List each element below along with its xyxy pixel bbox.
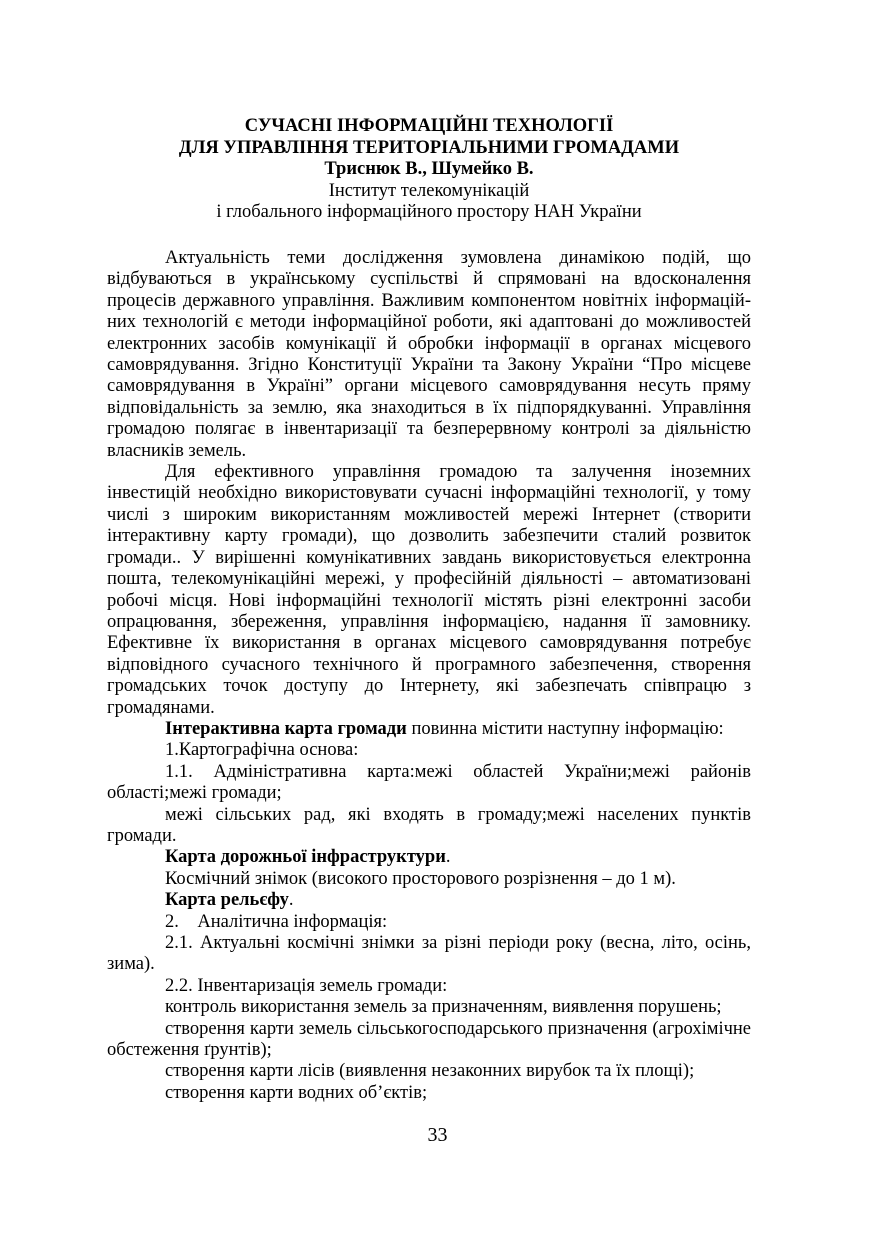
list-item-admin-map: 1.1. Адміністративна карта:межі областей України;межі районів області;межі громади; — [107, 761, 751, 804]
list-item-seasonal-images: 2.1. Актуальні космічні знімки за різні періоди року (весна, літо, осінь, зима). — [107, 933, 751, 975]
institution-line-2: і глобального інформаційного простору НАН України — [216, 202, 642, 222]
institution-line-1: Інститут телекомунікацій — [328, 180, 530, 201]
punctuation: . — [288, 890, 294, 911]
list-item-council-borders: межі сільських рад, які входять в громаду;межі населених пунктів громади. — [107, 804, 751, 846]
list-item-cartographic-basis: 1.Картографічна основа: — [165, 740, 359, 761]
list-item-agricultural-map: створення карти земель сільськогосподарського призначення (агрохімічне обстеження ґрунтів); — [107, 1018, 751, 1061]
paragraph-technologies: Для ефективного управління громадою та залучення іноземних інвестицій необхідно використовувати сучасні інформаційні технології, у тому числі з широким використанням можливостей мережі Інтернет (створити інтерактивну карту громади), що дозволить забезпечити сталий розвиток громади.. У вирішенні комунікативних завдань використовується електронна пошта, телекомунікаційні мережі, у професійній діяльності – автоматизовані робочі місця. Нові інформаційні технології містять різні електронні засоби опрацювання, збереження, управління інформацією, надання її замовнику. Ефективне їх використання в органах місцевого самоврядування потребує відповідного сучасного технічного й програмного забезпечення, створення громадських точок доступу до Інтернету, які забезпечать співпрацю з громадянами. — [107, 462, 751, 718]
paragraph-intro: Актуальність теми дослідження зумовлена динамікою подій, що відбуваються в українському суспільстві й спрямовані на вдосконалення процесів державного управління. Важливим компонентом новітніх інформацій-них технологій є методи інформаційної роботи, які адаптовані до можливостей електронних засобів комунікації й обробки інформації в органах місцевого самоврядування. Згідно Конституції України та Закону України “Про місцеве самоврядування в Україні” органи місцевого самоврядування несуть пряму відповідальність за землю, яка знаходиться в їх підпорядкуванні. Управління громадою полягає в інвентаризації та безперервному контролі за діяльністю власників земель. — [107, 248, 751, 461]
title-line-2: ДЛЯ УПРАВЛІННЯ ТЕРИТОРІАЛЬНИМИ ГРОМАДАМИ — [178, 137, 680, 158]
paragraph-map-intro-text: повинна містити наступну інформацію: — [406, 718, 724, 739]
list-item-land-use-control: контроль використання земель за призначенням, виявлення порушень; — [165, 997, 722, 1018]
bold-term-interactive-map: Інтерактивна карта громади — [165, 718, 407, 739]
list-item-forest-map: створення карти лісів (виявлення незаконних вирубок та їх площі); — [165, 1061, 695, 1082]
title-line-1: СУЧАСНІ ІНФОРМАЦІЙНІ ТЕХНОЛОГІЇ — [244, 116, 614, 136]
list-item-analytical-info: 2. Аналітична інформація: — [165, 911, 388, 932]
list-item-land-inventory: 2.2. Інвентаризація земель громади: — [165, 975, 448, 996]
paragraph-map-intro — [107, 719, 751, 740]
bold-term-relief-map: Карта рельєфу — [165, 890, 289, 911]
bold-term-road-map: Карта дорожньої інфраструктури — [165, 847, 446, 868]
list-item-satellite-image: Космічний знімок (високого просторового розрізнення – до 1 м). — [165, 868, 676, 889]
article-body — [107, 248, 751, 1104]
authors: Триснюк В., Шумейко В. — [324, 159, 534, 179]
article-header — [107, 116, 751, 224]
list-item-water-map: створення карти водних об’єктів; — [165, 1082, 428, 1103]
punctuation: . — [445, 847, 451, 868]
list-item-relief-map — [107, 890, 751, 911]
list-item-road-map — [107, 847, 751, 868]
page-number: 33 — [427, 1124, 448, 1146]
